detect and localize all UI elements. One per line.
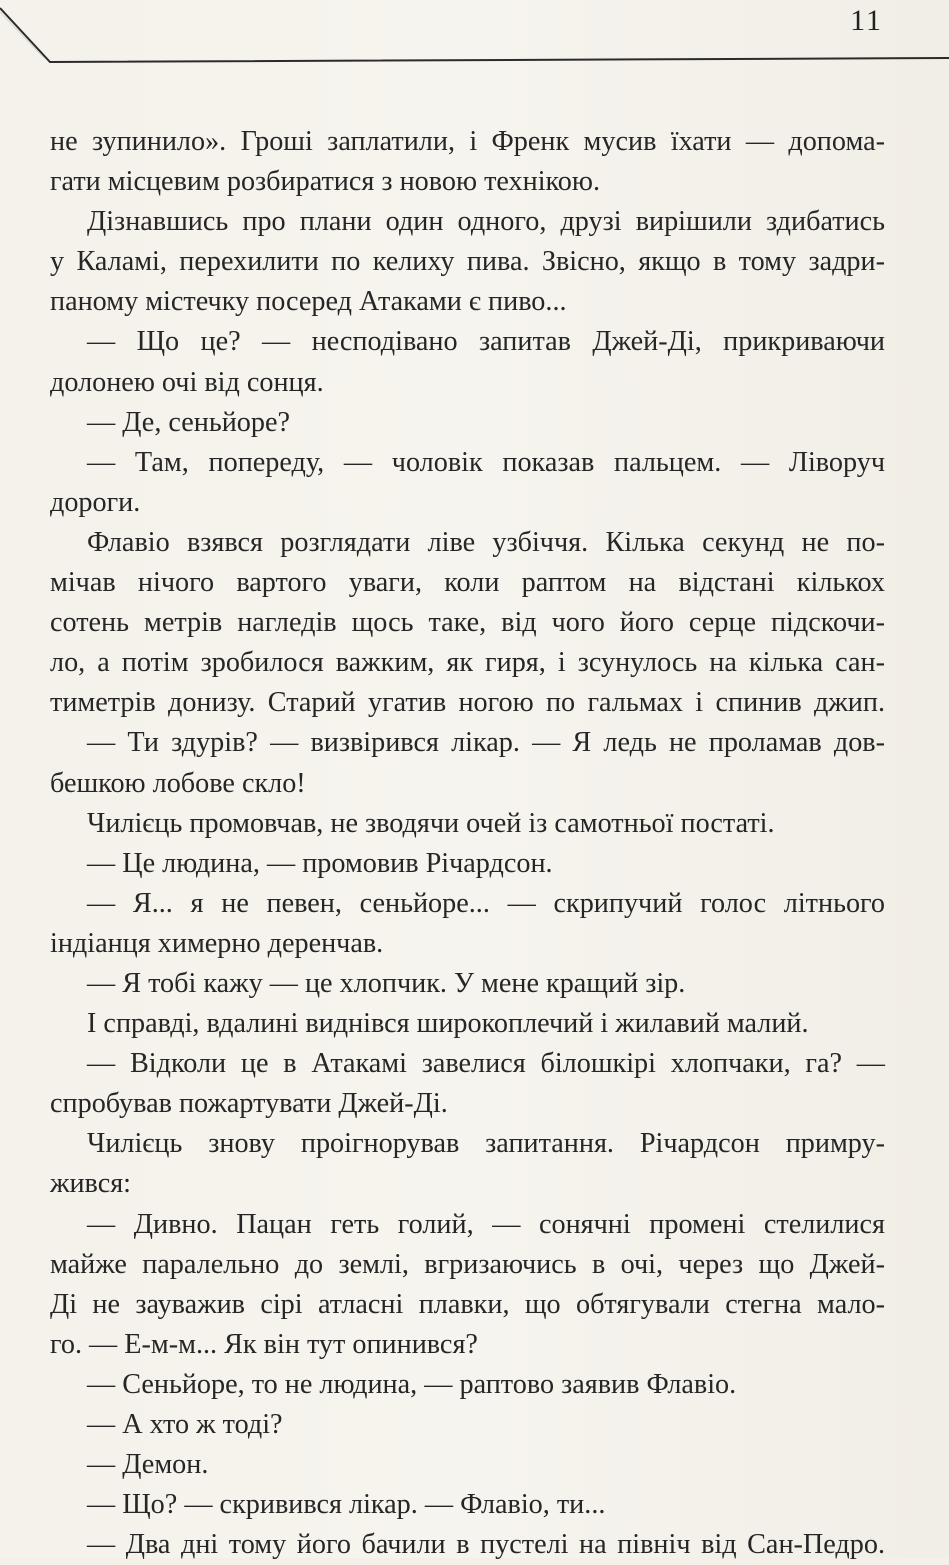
text-line: долонею очі від сонця.: [50, 366, 324, 398]
text-line: мічав нічого вартого уваги, коли раптом на відстані кількох: [50, 567, 885, 599]
text-line: — Я тобі кажу — це хлопчик. У мене кращий зір.: [87, 967, 686, 999]
text-line: — Сеньйоре, то не людина, — раптово заявив Флавіо.: [87, 1368, 737, 1400]
text-line: — Відколи це в Атакамі завелися білошкірі хлопчаки, га? —: [87, 1048, 885, 1080]
text-line: Дізнавшись про плани один одного, друзі вирішили здибатись: [87, 206, 885, 238]
text-line: І справді, вдалині виднівся широкоплечий і жилавий малий.: [87, 1008, 809, 1040]
text-line: Чилієць знову проігнорував запитання. Річардсон примру-: [87, 1128, 885, 1160]
text-line: майже паралельно до землі, вгризаючись в очі, через що Джей-: [50, 1248, 885, 1280]
text-line: го. — Е-м-м... Як він тут опинився?: [50, 1328, 478, 1360]
text-line: у Каламі, перехилити по келиху пива. Звісно, якщо в тому задри-: [50, 246, 885, 278]
text-line: жився:: [50, 1168, 132, 1200]
text-line: — Дивно. Пацан геть голий, — сонячні промені стелилися: [87, 1208, 885, 1240]
text-line: — Що це? — несподівано запитав Джей-Ді, прикриваючи: [87, 326, 885, 358]
text-line: Ді не зауважив сірі атласні плавки, що обтягували стегна мало-: [50, 1288, 885, 1320]
text-line: — Це людина, — промовив Річардсон.: [87, 847, 553, 879]
text-line: паному містечку посеред Атаками є пиво...: [50, 286, 567, 318]
text-line: Чилієць промовчав, не зводячи очей із самотньої постаті.: [87, 807, 775, 839]
body-text: [50, 122, 885, 1565]
text-line: — А хто ж тоді?: [87, 1409, 283, 1440]
text-line: — Де, сеньйоре?: [87, 406, 291, 438]
text-line: індіанця химерно деренчав.: [50, 927, 384, 959]
text-line: — Я... я не певен, сеньйоре... — скрипучий голос літнього: [87, 887, 885, 919]
text-line: — Два дні тому його бачили в пустелі на північ від Сан-Педро.: [87, 1529, 885, 1561]
text-line: — Що? — скривився лікар. — Флавіо, ти...: [87, 1489, 606, 1521]
text-line: тиметрів донизу. Старий угатив ногою по гальмах і спинив джип.: [50, 687, 885, 719]
text-line: дороги.: [50, 486, 141, 518]
text-line: не зупинило». Гроші заплатили, і Френк мусив їхати — допома-: [50, 126, 885, 157]
text-line: спробував пожартувати Джей-Ді.: [50, 1088, 448, 1120]
text-line: — Демон.: [87, 1449, 209, 1481]
text-line: — Там, попереду, — чоловік показав пальцем. — Ліворуч: [87, 446, 885, 478]
text-line: ло, а потім зробилося важким, як гиря, і зсунулось на кілька сан-: [50, 647, 885, 679]
text-line: Флавіо взявся розглядати ліве узбіччя. Кілька секунд не по-: [87, 526, 885, 558]
page-number: 11: [850, 4, 883, 37]
header-rule: [0, 0, 949, 80]
text-line: сотень метрів нагледів щось таке, від чого його серце підскочи-: [50, 607, 885, 639]
text-line: гати місцевим розбиратися з новою технікою.: [50, 166, 600, 198]
text-line: — Ти здурів? — визвірився лікар. — Я ледь не проламав дов-: [87, 727, 885, 759]
text-line: бешкою лобове скло!: [50, 767, 306, 799]
